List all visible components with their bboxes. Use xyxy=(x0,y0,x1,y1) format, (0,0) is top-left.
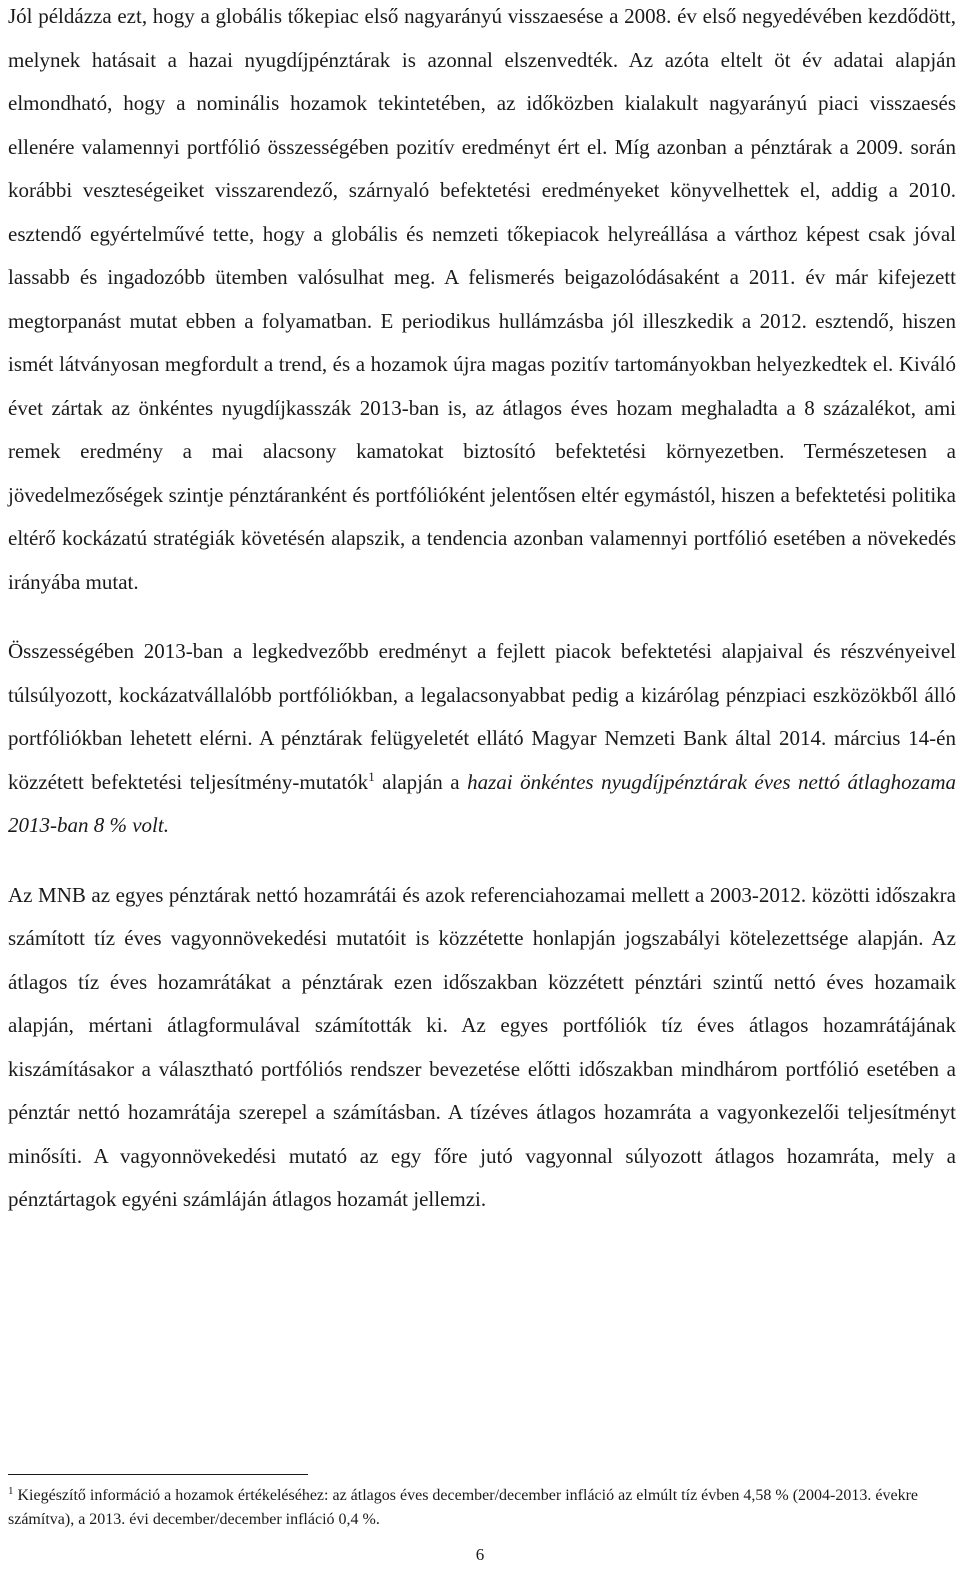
paragraph-pension-returns-history: Jól példázza ezt, hogy a globális tőkepiac első nagyarányú visszaesése a 2008. év első negyedévében kezdődött, melynek hatásait a hazai nyugdíjpénztárak is azonnal elszenvedték. Az azóta eltelt öt év adatai alapján elmondható, hogy a nominális hozamok tekintetében, az időközben kialakult nagyarányú piaci visszaesés ellenére valamennyi portfólió összességében pozitív eredményt ért el. Míg azonban a pénztárak a 2009. során korábbi veszteségeiket visszarendező, szárnyaló befektetési eredményeket könyvelhettek el, addig a 2010. esztendő egyértelművé tette, hogy a globális és nemzeti tőkepiacok helyreállása a várthoz képest csak jóval lassabb és ingadozóbb ütemben valósulhat meg. A felismerés beigazolódásaként a 2011. év már kifejezett megtorpanást mutat ebben a folyamatban. E periodikus hullámzásba jól illeszkedik a 2012. esztendő, hiszen ismét látványosan megfordult a trend, és a hozamok újra magas pozitív tartományokban helyezkedtek el. Kiváló évet zártak az önkéntes nyugdíjkasszák 2013-ban is, az átlagos éves hozam meghaladta a 8 százalékot, ami remek eredmény a mai alacsony kamatokat biztosító befektetési környezetben. Természetesen a jövedelmezőségek szintje pénztáranként és portfólióként jelentősen eltér egymástól, hiszen a befektetési politika eltérő kockázatú stratégiák követésén alapszik, a tendencia azonban valamennyi portfólió esetében a növekedés irányába mutat. xyxy=(8,4,956,594)
paragraph-2013-text: Összességében 2013-ban a legkedvezőbb eredményt a fejlett piacok befektetési alapjaival és részvényeivel túlsúlyozott, kockázatvállalóbb portfóliókban, a legalacsonyabbat pedig a kizárólag pénzpiaci eszközökből álló portfóliókban lehetett elérni. A pénztárak felügyeletét ellátó Magyar Nemzeti Bank által 2014. március 14-én közzétett befektetési teljesítmény-mutatók xyxy=(8,639,956,794)
footnote-divider xyxy=(8,1474,308,1475)
paragraph-2013-results xyxy=(8,630,956,848)
paragraph-2013-connector: alapján a xyxy=(374,769,468,794)
footnote-text: Kiegészítő információ a hozamok értékeléséhez: az átlagos éves december/december infláció az elmúlt tíz évben 4,58 % (2004-2013. évekre számítva), a 2013. évi december/december infláció 0,4 %. xyxy=(8,1487,918,1528)
footnote xyxy=(8,1484,948,1532)
footnote-reference[interactable]: 1 xyxy=(368,768,375,784)
emphasized-average-return: hazai önkéntes nyugdíjpénztárak éves nettó átlaghozama 2013-ban 8 % volt. xyxy=(8,769,957,837)
page-number: 6 xyxy=(475,1545,485,1564)
paragraph-mnb-indicators: Az MNB az egyes pénztárak nettó hozamrátái és azok referenciahozamai mellett a 2003-2012. közötti időszakra számított tíz éves vagyonnövekedési mutatóit is közzétette honlapján jogszabályi kötelezettsége alapján. Az átlagos tíz éves hozamrátákat a pénztárak ezen időszakban közzétett pénztári szintű nettó éves hozamaik alapján, mértani átlagformulával számították ki. Az egyes portfóliók tíz éves átlagos hozamrátájának kiszámításakor a választható portfóliós rendszer bevezetése előtti időszakban mindhárom portfólió esetében a pénztár nettó hozamrátája szerepel a számításban. A tízéves átlagos hozamráta a vagyonkezelői teljesítményt minősíti. A vagyonnövekedési mutató az egy főre jutó vagyonnal súlyozott átlagos hozamráta, mely a pénztártagok egyéni számláján átlagos hozamát jellemzi. xyxy=(8,882,956,1211)
footnote-marker: 1 xyxy=(8,1485,14,1497)
document-body xyxy=(8,0,956,1222)
